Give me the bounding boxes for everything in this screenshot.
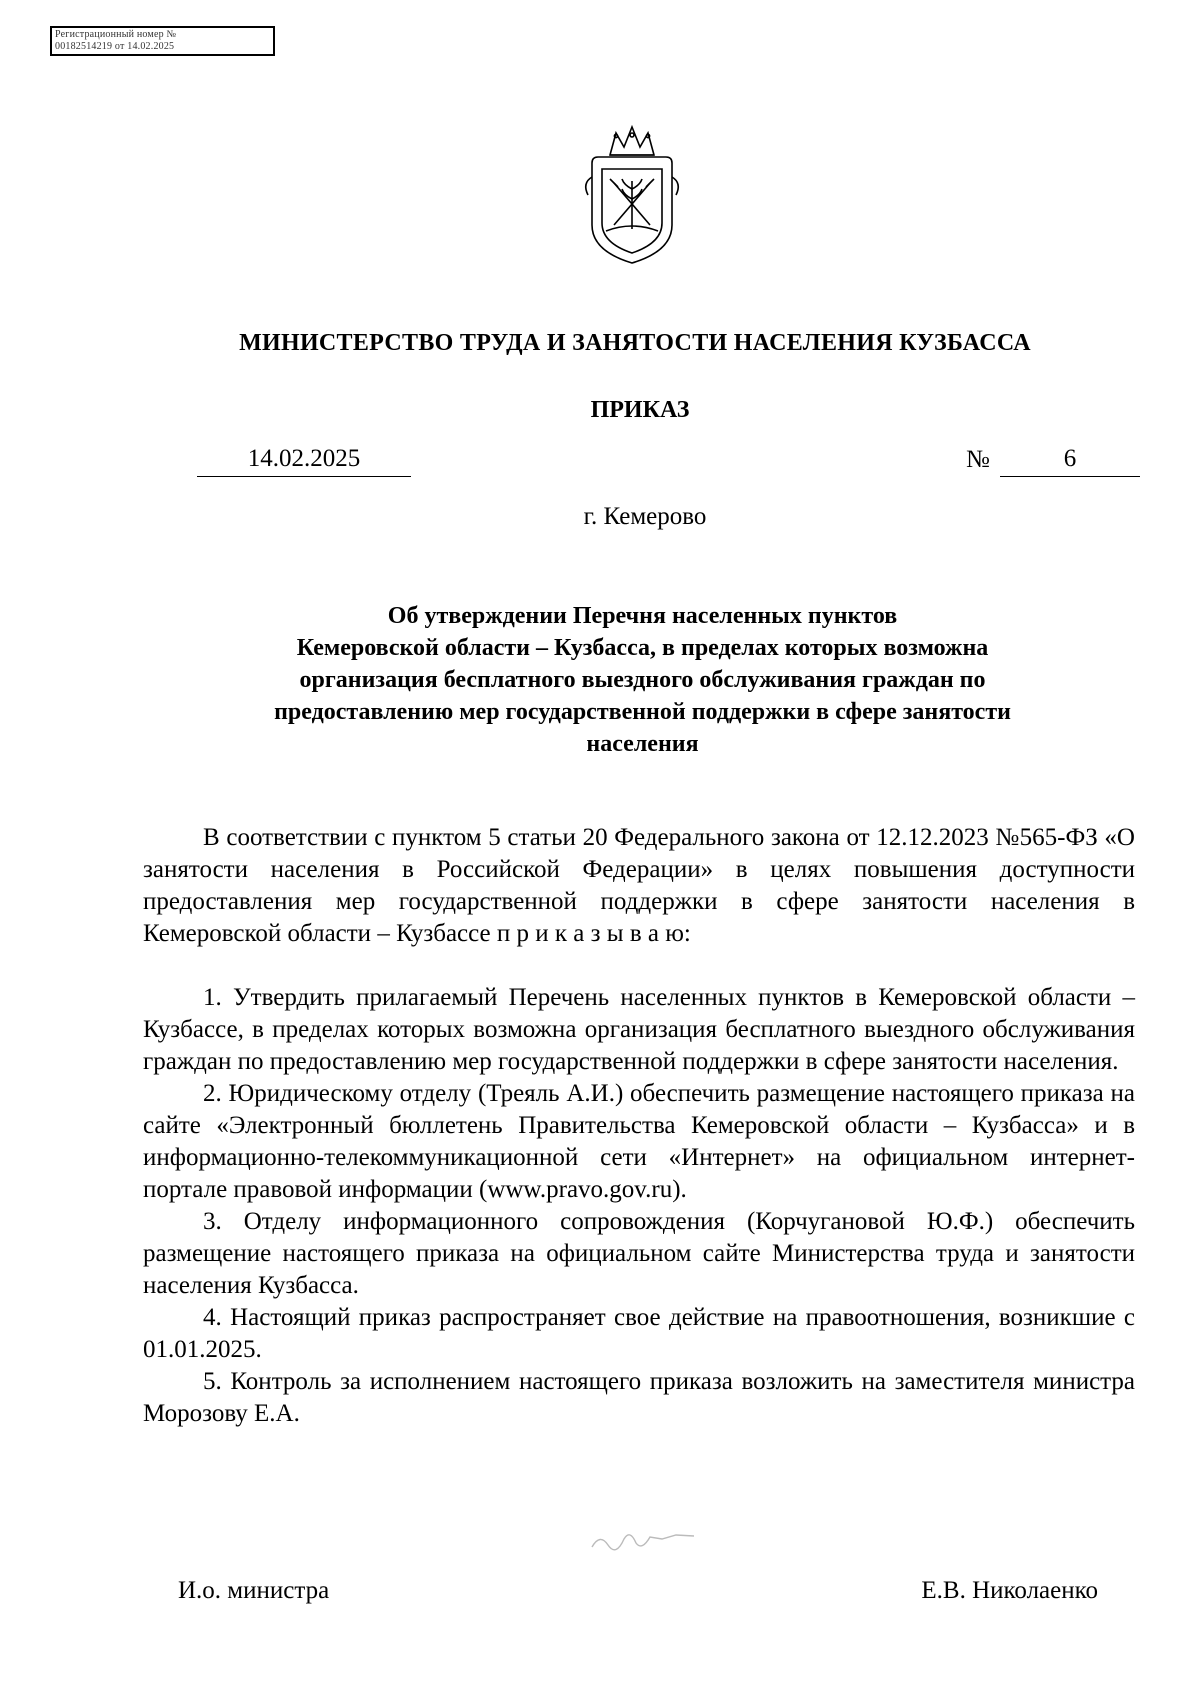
item-4: 4. Настоящий приказ распространяет свое действие на правоотношения, возникшие с 01.01.2025.	[143, 1304, 1135, 1363]
preamble	[143, 822, 1135, 950]
date-field	[197, 445, 411, 477]
title-line: Кемеровской области – Кузбасса, в пределах которых возможна	[296, 635, 989, 661]
registration-line-1: Регистрационный номер №	[55, 29, 177, 40]
title-line: организация бесплатного выездного обслуживания граждан по	[299, 667, 986, 693]
ministry-name: МИНИСТЕРСТВО ТРУДА И ЗАНЯТОСТИ НАСЕЛЕНИЯ КУЗБАССА	[239, 330, 1031, 356]
document-type: ПРИКАЗ	[590, 397, 690, 423]
city: г. Кемерово	[583, 503, 707, 530]
preamble-text: В соответствии с пунктом 5 статьи 20 Федерального закона от 12.12.2023 №565-ФЗ «О занятости населения в Российской Федерации» в целях повышения доступности предоставления мер государственной поддержки в сфере занятости населения в Кемеровской области – Кузбассе	[143, 824, 1135, 947]
signatory-name: Е.В. Николаенко	[921, 1577, 1098, 1604]
item-2: 2. Юридическому отделу (Трeяль А.И.) обеспечить размещение настоящего приказа на сайте «Электронный бюллетень Правительства Кемеровской области – Кузбасса» и в информационно-телекоммуникационной сети «Интернет» на официальном интернет-портале правовой информации (www.pravo.gov.ru).	[143, 1080, 1135, 1203]
registration-stamp	[50, 26, 275, 56]
number-field	[1000, 445, 1140, 477]
number-sign: №	[966, 446, 990, 473]
document-title	[190, 600, 1095, 760]
order-word: п р и к а з ы в а ю:	[496, 920, 691, 947]
item-5: 5. Контроль за исполнением настоящего приказа возложить на заместителя министра Морозову Е.А.	[143, 1368, 1135, 1427]
document-body	[143, 822, 1135, 1430]
title-line: предоставлению мер государственной поддержки в сфере занятости	[274, 699, 1011, 725]
document-number: 6	[1000, 445, 1140, 477]
coat-of-arms-icon	[580, 125, 685, 265]
item-3: 3. Отделу информационного сопровождения (Корчугановой Ю.Ф.) обеспечить размещение настоящего приказа на официальном сайте Министерства труда и занятости населения Кузбасса.	[143, 1208, 1135, 1299]
title-line: Об утверждении Перечня населенных пунктов	[387, 603, 898, 629]
handwritten-signature-icon	[590, 1525, 700, 1555]
document-date: 14.02.2025	[197, 445, 411, 477]
title-line: населения	[586, 731, 699, 757]
signatory-position: И.о. министра	[178, 1577, 330, 1604]
item-1: 1. Утвердить прилагаемый Перечень населенных пунктов в Кемеровской области – Кузбассе, в пределах которых возможна организация бесплатного выездного обслуживания граждан по предоставлению мер государственной поддержки в сфере занятости населения.	[143, 984, 1135, 1075]
registration-line-2: 00182514219 от 14.02.2025	[55, 41, 175, 52]
